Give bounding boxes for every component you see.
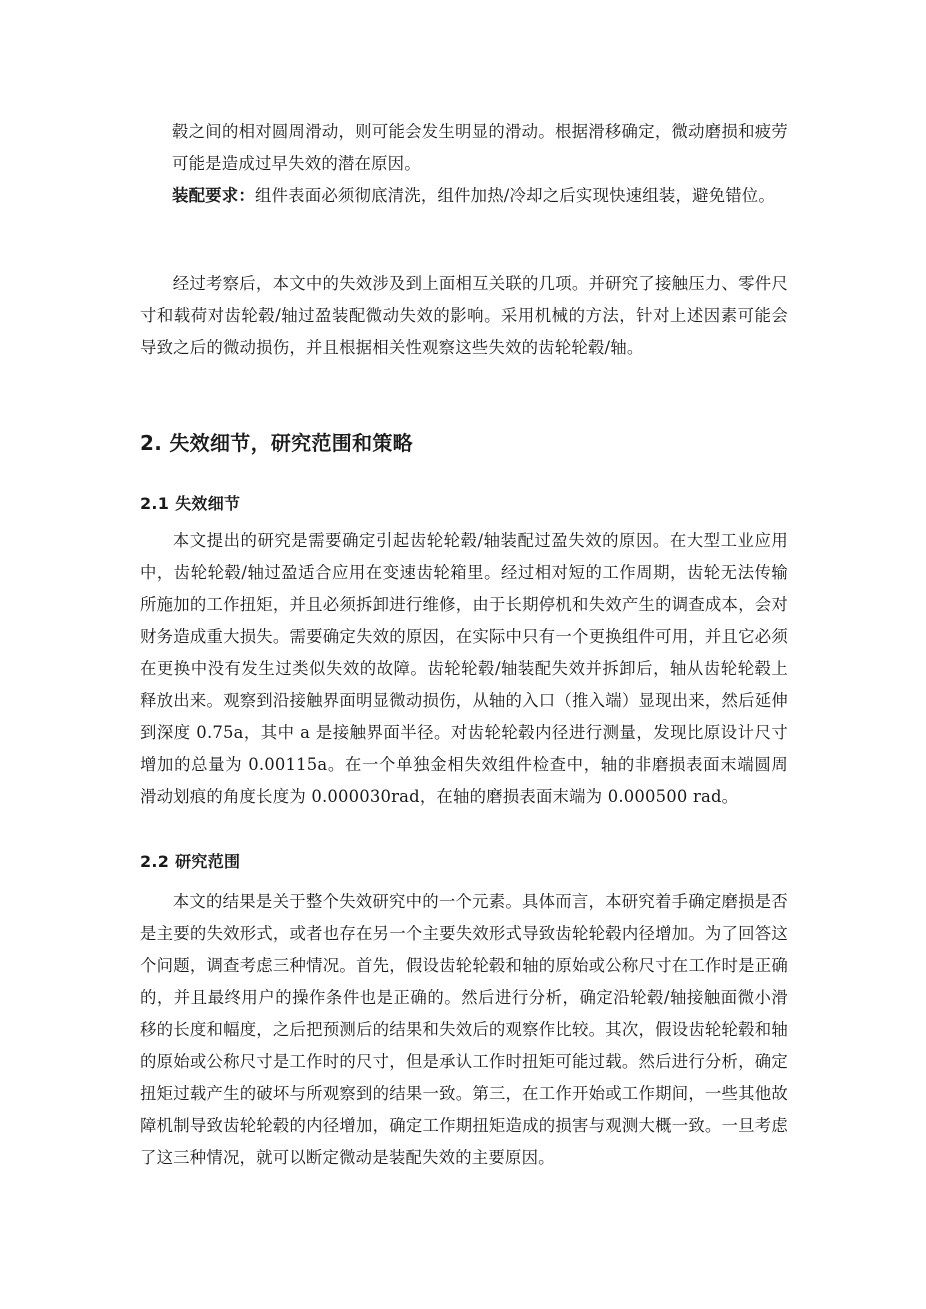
assembly-requirement-label: 装配要求：: [172, 186, 255, 205]
assembly-requirement-text: 组件表面必须彻底清洗，组件加热/冷却之后实现快速组装，避免错位。: [254, 186, 775, 205]
subsection-heading-failure-details: 2.1 失效细节: [140, 494, 241, 513]
summary-paragraph: 经过考察后，本文中的失效涉及到上面相互关联的几项。并研究了接触压力、零件尺寸和载荷对齿轮毂/轴过盈装配微动失效的影响。采用机械的方法，针对上述因素可能会导致之后的微动损伤，并且根据相关性观察这些失效的齿轮轮毂/轴。: [140, 274, 788, 357]
research-scope-paragraph: 本文的结果是关于整个失效研究中的一个元素。具体而言，本研究着手确定磨损是否是主要的失效形式，或者也存在另一个主要失效形式导致齿轮轮毂内径增加。为了回答这个问题，调查考虑三种情况。首先，假设齿轮轮毂和轴的原始或公称尺寸在工作时是正确的，并且最终用户的操作条件也是正确的。然后进行分析，确定沿轮毂/轴接触面微小滑移的长度和幅度，之后把预测后的结果和失效后的观察作比较。其次，假设齿轮轮毂和轴的原始或公称尺寸是工作时的尺寸，但是承认工作时扭矩可能过载。然后进行分析，确定扭矩过载产生的破坏与所观察到的结果一致。第三，在工作开始或工作期间，一些其他故障机制导致齿轮轮毂的内径增加，确定工作期扭矩造成的损害与观测大概一致。一旦考虑了这三种情况，就可以断定微动是装配失效的主要原因。: [140, 892, 788, 1167]
section-heading: 2. 失效细节，研究范围和策略: [140, 431, 413, 455]
assembly-requirement-paragraph: [172, 180, 788, 212]
subsection-heading-research-scope: 2.2 研究范围: [140, 852, 241, 871]
failure-details-paragraph: 本文提出的研究是需要确定引起齿轮轮毂/轴装配过盈失效的原因。在大型工业应用中，齿轮轮毂/轴过盈适合应用在变速齿轮箱里。经过相对短的工作周期，齿轮无法传输所施加的工作扭矩，并且必须拆卸进行维修，由于长期停机和失效产生的调查成本，会对财务造成重大损失。需要确定失效的原因，在实际中只有一个更换组件可用，并且它必须在更换中没有发生过类似失效的故障。齿轮轮毂/轴装配失效并拆卸后，轴从齿轮轮毂上释放出来。观察到沿接触界面明显微动损伤，从轴的入口（推入端）显现出来，然后延伸到深度 0.75a，其中 a 是接触界面半径。对齿轮轮毂内径进行测量，发现比原设计尺寸增加的总量为 0.00115a。在一个单独金相失效组件检查中，轴的非磨损表面末端圆周滑动划痕的角度长度为 0.000030rad，在轴的磨损表面末端为 0.000500 rad。: [140, 531, 788, 806]
continued-paragraph: 毂之间的相对圆周滑动，则可能会发生明显的滑动。根据滑移确定，微动磨损和疲劳可能是造成过早失效的潜在原因。: [172, 122, 788, 173]
